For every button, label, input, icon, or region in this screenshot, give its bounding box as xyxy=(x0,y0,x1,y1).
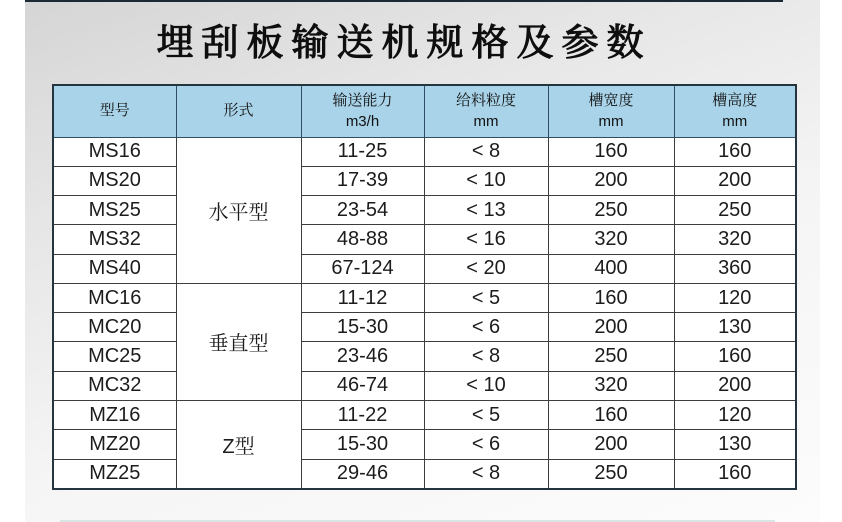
col-header-trough-width-label: 槽宽度 xyxy=(588,91,634,109)
feed-size-cell: < 8 xyxy=(424,137,548,166)
table-row xyxy=(53,137,796,166)
table-row xyxy=(53,459,796,489)
capacity-cell: 48-88 xyxy=(301,225,424,254)
trough-width-cell: 160 xyxy=(548,401,674,430)
trough-width-cell: 200 xyxy=(548,313,674,342)
table-row xyxy=(53,254,796,283)
capacity-cell: 11-22 xyxy=(301,401,424,430)
feed-size-cell: < 5 xyxy=(424,401,548,430)
capacity-cell: 11-25 xyxy=(301,137,424,166)
model-cell: MZ16 xyxy=(53,401,176,430)
col-header-model xyxy=(53,85,176,137)
trough-width-cell: 250 xyxy=(548,342,674,371)
col-header-capacity-unit: m3/h xyxy=(345,113,380,131)
trough-width-cell: 320 xyxy=(548,371,674,400)
table-row xyxy=(53,313,796,342)
model-cell: MS20 xyxy=(53,166,176,195)
capacity-cell: 15-30 xyxy=(301,313,424,342)
feed-size-cell: < 20 xyxy=(424,254,548,283)
model-cell: MS32 xyxy=(53,225,176,254)
col-header-type xyxy=(176,85,301,137)
capacity-cell: 29-46 xyxy=(301,459,424,489)
capacity-cell: 17-39 xyxy=(301,166,424,195)
col-header-feed-size xyxy=(424,85,548,137)
trough-width-cell: 160 xyxy=(548,137,674,166)
spec-table xyxy=(52,84,797,490)
trough-width-cell: 400 xyxy=(548,254,674,283)
feed-size-cell: < 6 xyxy=(424,430,548,459)
model-cell: MS16 xyxy=(53,137,176,166)
trough-height-cell: 250 xyxy=(674,196,796,225)
col-header-feed-size-label: 给料粒度 xyxy=(455,91,516,109)
col-header-trough-height-label: 槽高度 xyxy=(712,91,758,109)
col-header-feed-size-unit: mm xyxy=(473,113,499,131)
col-header-trough-height-unit: mm xyxy=(722,113,748,131)
model-cell: MC16 xyxy=(53,283,176,312)
table-row xyxy=(53,196,796,225)
table-row xyxy=(53,401,796,430)
feed-size-cell: < 6 xyxy=(424,313,548,342)
trough-height-cell: 160 xyxy=(674,459,796,489)
table-row xyxy=(53,166,796,195)
col-header-trough-height xyxy=(674,85,796,137)
feed-size-cell: < 5 xyxy=(424,283,548,312)
feed-size-cell: < 10 xyxy=(424,371,548,400)
trough-height-cell: 120 xyxy=(674,283,796,312)
col-header-capacity-label: 输送能力 xyxy=(332,91,393,109)
capacity-cell: 23-54 xyxy=(301,196,424,225)
feed-size-cell: < 8 xyxy=(424,342,548,371)
col-header-model-label: 型号 xyxy=(99,102,130,120)
page-title: 埋刮板输送机规格及参数 xyxy=(156,22,652,63)
trough-height-cell: 360 xyxy=(674,254,796,283)
capacity-cell: 23-46 xyxy=(301,342,424,371)
col-header-trough-width xyxy=(548,85,674,137)
trough-height-cell: 130 xyxy=(674,430,796,459)
trough-height-cell: 120 xyxy=(674,401,796,430)
type-cell: 水平型 xyxy=(176,137,301,283)
header-row xyxy=(53,85,796,137)
trough-height-cell: 200 xyxy=(674,166,796,195)
feed-size-cell: < 13 xyxy=(424,196,548,225)
col-header-capacity xyxy=(301,85,424,137)
capacity-cell: 67-124 xyxy=(301,254,424,283)
trough-width-cell: 200 xyxy=(548,430,674,459)
model-cell: MZ25 xyxy=(53,459,176,489)
trough-height-cell: 160 xyxy=(674,137,796,166)
trough-height-cell: 200 xyxy=(674,371,796,400)
capacity-cell: 46-74 xyxy=(301,371,424,400)
capacity-cell: 11-12 xyxy=(301,283,424,312)
trough-width-cell: 320 xyxy=(548,225,674,254)
model-cell: MZ20 xyxy=(53,430,176,459)
type-cell: Z型 xyxy=(176,401,301,489)
model-cell: MS40 xyxy=(53,254,176,283)
table-row xyxy=(53,371,796,400)
table-row xyxy=(53,342,796,371)
table-row xyxy=(53,283,796,312)
trough-width-cell: 250 xyxy=(548,459,674,489)
type-cell: 垂直型 xyxy=(176,283,301,400)
model-cell: MC20 xyxy=(53,313,176,342)
col-header-type-label: 形式 xyxy=(223,102,254,120)
feed-size-cell: < 8 xyxy=(424,459,548,489)
model-cell: MC32 xyxy=(53,371,176,400)
trough-height-cell: 160 xyxy=(674,342,796,371)
table-row xyxy=(53,225,796,254)
table-row xyxy=(53,430,796,459)
col-header-trough-width-unit: mm xyxy=(598,113,624,131)
capacity-cell: 15-30 xyxy=(301,430,424,459)
feed-size-cell: < 16 xyxy=(424,225,548,254)
trough-width-cell: 160 xyxy=(548,283,674,312)
feed-size-cell: < 10 xyxy=(424,166,548,195)
model-cell: MS25 xyxy=(53,196,176,225)
trough-height-cell: 320 xyxy=(674,225,796,254)
trough-width-cell: 250 xyxy=(548,196,674,225)
trough-height-cell: 130 xyxy=(674,313,796,342)
trough-width-cell: 200 xyxy=(548,166,674,195)
model-cell: MC25 xyxy=(53,342,176,371)
